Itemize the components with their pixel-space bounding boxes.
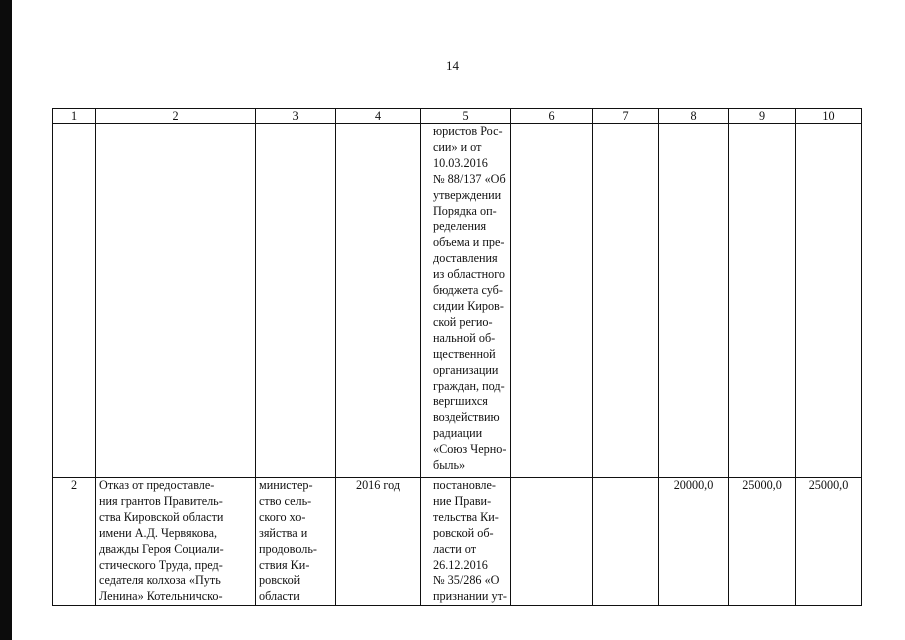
- column-header-4: 4: [336, 109, 421, 124]
- cell-row-number: 2: [53, 478, 96, 606]
- cell-7: [593, 124, 659, 478]
- header-row: [53, 109, 862, 124]
- page-number: 14: [446, 58, 459, 73]
- cell-legal-basis-continued: юристов Рос- сии» и от 10.03.2016 № 88/137 «Об утверждении Порядка оп- ределения объема и пре- доставления из областного бюджета суб- сидии Киров- ской регио- нальной об- щественной организации граждан, под- вергшихся воздействию радиации «Союз Черно- быль»: [421, 124, 511, 478]
- cell-executor: министер- ство сель- ского хо- зяйства и продоволь- ствия Ки- ровской области: [256, 478, 336, 606]
- cell-6: [511, 124, 593, 478]
- cell-col7: [593, 478, 659, 606]
- column-header-2: 2: [96, 109, 256, 124]
- table-row-2: [53, 478, 862, 606]
- data-table: [52, 108, 862, 606]
- cell-9: [729, 124, 796, 478]
- column-header-10: 10: [796, 109, 862, 124]
- cell-8: [659, 124, 729, 478]
- cell-3: [256, 124, 336, 478]
- column-header-8: 8: [659, 109, 729, 124]
- cell-col6: [511, 478, 593, 606]
- cell-10: [796, 124, 862, 478]
- cell-1: [53, 124, 96, 478]
- column-header-3: 3: [256, 109, 336, 124]
- cell-year: 2016 год: [336, 478, 421, 606]
- cell-amount-9: 25000,0: [729, 478, 796, 606]
- cell-legal-basis: постановле- ние Прави- тельства Ки- ровской об- ласти от 26.12.2016 № 35/286 «О признании ут-: [421, 478, 511, 606]
- cell-amount-10: 25000,0: [796, 478, 862, 606]
- cell-2: [96, 124, 256, 478]
- table-row-continuation: [53, 124, 862, 478]
- cell-description: Отказ от предоставле- ния грантов Правитель- ства Кировской области имени А.Д. Червякова, дважды Героя Социали- стического Труда, пред- седателя колхоза «Путь Ленина» Котельничско-: [96, 478, 256, 606]
- column-header-9: 9: [729, 109, 796, 124]
- column-header-7: 7: [593, 109, 659, 124]
- left-edge-bar: [0, 0, 12, 640]
- column-header-5: 5: [421, 109, 511, 124]
- column-header-6: 6: [511, 109, 593, 124]
- cell-amount-8: 20000,0: [659, 478, 729, 606]
- column-header-1: 1: [53, 109, 96, 124]
- cell-4: [336, 124, 421, 478]
